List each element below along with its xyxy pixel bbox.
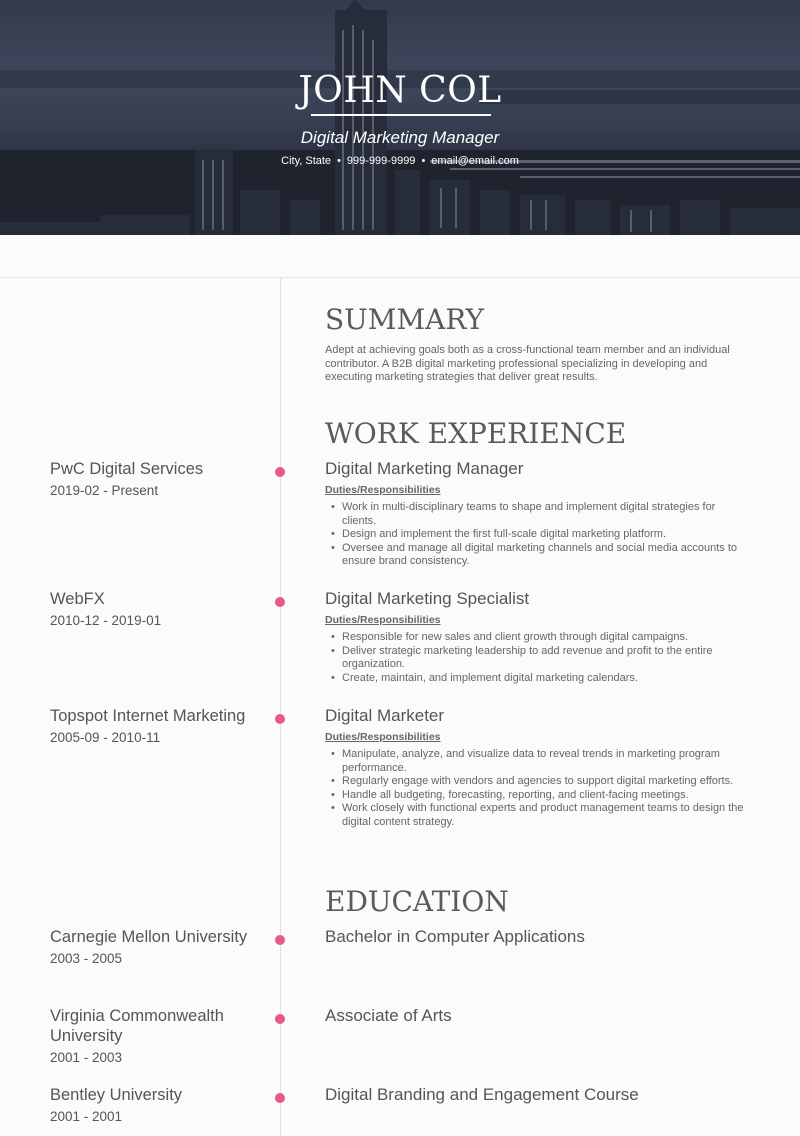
timeline-dot <box>275 1093 285 1103</box>
timeline-dot <box>275 714 285 724</box>
contact-separator: • <box>337 155 341 167</box>
timeline-line <box>280 278 281 1136</box>
job-role: Digital Marketing Manager <box>325 459 524 478</box>
job-dates: 2005-09 - 2010-11 <box>50 730 161 745</box>
header-banner <box>0 0 800 235</box>
contact-line <box>0 155 800 167</box>
duty-item: • Responsible for new sales and client growth through digital campaigns. <box>342 631 750 645</box>
job-dates: 2019-02 - Present <box>50 483 159 498</box>
duties-label: Duties/Responsibilities <box>325 731 441 743</box>
job-duties-list <box>342 631 750 685</box>
candidate-job-title: Digital Marketing Manager <box>300 128 500 147</box>
duty-item: • Handle all budgeting, forecasting, reporting, and client-facing meetings. <box>342 789 750 803</box>
job-company: Topspot Internet Marketing <box>50 707 246 725</box>
duty-item: • Work in multi-disciplinary teams to shape and implement digital strategies for clients. <box>342 501 750 528</box>
contact-separator: • <box>421 155 426 167</box>
job-duties-list <box>342 748 750 829</box>
duty-item: • Create, maintain, and implement digital marketing calendars. <box>342 672 750 686</box>
duty-item: • Manipulate, analyze, and visualize data to reveal trends in marketing program performance. <box>342 748 750 775</box>
duties-label: Duties/Responsibilities <box>325 614 441 626</box>
job-role: Digital Marketer <box>325 706 445 725</box>
work-experience-heading: WORK EXPERIENCE <box>325 417 627 450</box>
timeline-dot <box>275 1014 285 1024</box>
job-role: Digital Marketing Specialist <box>325 589 530 608</box>
duty-item: • Oversee and manage all digital marketing channels and social media accounts to ensure brand consistency. <box>342 542 750 569</box>
education-degree: Bachelor in Computer Applications <box>325 927 585 946</box>
education-dates: 2001 - 2003 <box>50 1050 123 1065</box>
top-divider <box>0 277 800 278</box>
duty-item: • Design and implement the first full-scale digital marketing platform. <box>342 528 750 542</box>
timeline-dot <box>275 597 285 607</box>
education-dates: 2001 - 2001 <box>50 1109 123 1124</box>
contact-phone: 999-999-9999 <box>346 155 416 167</box>
summary-heading: SUMMARY <box>325 303 485 336</box>
education-school: Carnegie Mellon University <box>50 928 248 946</box>
education-degree: Associate of Arts <box>325 1006 452 1025</box>
summary-text: Adept at achieving goals both as a cross-functional team member and an individual contributor. A B2B digital marketing professional specializing in developing and executing marketing strategies that deliver great results. <box>325 344 730 383</box>
duty-item: • Work closely with functional experts and product management teams to design the digital content strategy. <box>342 802 750 829</box>
education-school: Virginia Commonwealth University <box>50 1007 224 1045</box>
name-underline <box>311 114 491 116</box>
education-dates: 2003 - 2005 <box>50 951 123 966</box>
job-dates: 2010-12 - 2019-01 <box>50 613 162 628</box>
duty-item: • Regularly engage with vendors and agencies to support digital marketing efforts. <box>342 775 750 789</box>
job-company: WebFX <box>50 590 105 608</box>
duty-item: • Deliver strategic marketing leadership to add revenue and profit to the entire organization. <box>342 645 750 672</box>
job-duties-list <box>342 501 750 569</box>
job-company: PwC Digital Services <box>50 460 204 478</box>
city-skyline-image <box>0 0 800 235</box>
duties-label: Duties/Responsibilities <box>325 484 441 496</box>
timeline-dot <box>275 935 285 945</box>
timeline-dot <box>275 467 285 477</box>
candidate-name: JOHN COL <box>298 70 502 111</box>
education-school: Bentley University <box>50 1086 183 1104</box>
education-heading: EDUCATION <box>325 885 509 918</box>
education-degree: Digital Branding and Engagement Course <box>325 1085 639 1104</box>
contact-email: email@email.com <box>431 155 519 167</box>
contact-location: City, State <box>281 155 332 167</box>
